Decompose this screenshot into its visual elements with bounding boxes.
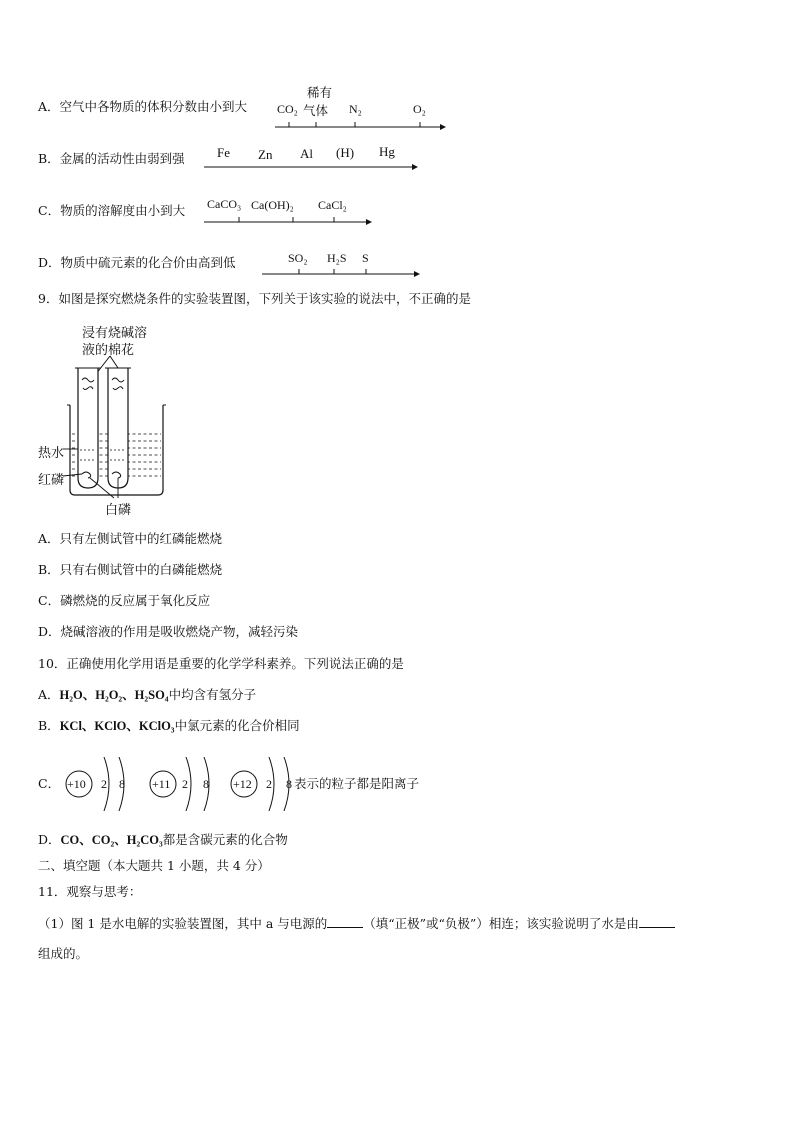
rare-gas-label-2: 气体 [303, 103, 329, 118]
q11-part1-text-b: （填“正极”或“负极”）相连；该实验说明了水是由 [363, 916, 639, 931]
q11-part1-text-a: （1）图 1 是水电解的实验装置图，其中 a 与电源的 [38, 916, 328, 931]
cacl2-label: CaCl₂ [318, 198, 347, 212]
hot-water-label: 热水 [38, 446, 65, 461]
q10-option-b-suffix: 中氯元素的化合价相同 [174, 718, 300, 733]
co2-label: CO₂ [277, 102, 298, 116]
cotton-label-line1: 浸有烧碱溶 [82, 326, 148, 341]
q9-option-a: A．只有左侧试管中的红磷能燃烧 [38, 531, 223, 546]
hg-label: Hg [379, 144, 395, 159]
q8-c-arrow-axis [204, 215, 374, 229]
fe-label: Fe [217, 145, 230, 160]
q8-option-a-text: A．空气中各物质的体积分数由小到大 [38, 99, 248, 114]
q11-stem: 11．观察与思考： [38, 884, 142, 899]
caco3-label: CaCO₃ [207, 197, 242, 211]
q11-part1-continuation: 组成的。 [38, 946, 89, 961]
q10-option-d [38, 832, 288, 848]
o2-label: O₂ [413, 102, 426, 116]
atom-1-nucleus: +10 [67, 777, 86, 791]
white-phosphorus-label: 白磷 [105, 503, 132, 518]
q10-option-b-prefix: B． [38, 718, 60, 733]
h-label: (H) [336, 145, 355, 160]
atom-structure-2 [148, 752, 228, 812]
q10-stem: 10．正确使用化学用语是重要的化学学科素养。下列说法正确的是 [38, 656, 404, 671]
q8-option-d-text: D．物质中硫元素的化合价由高到低 [38, 255, 236, 270]
atom-structure-1 [64, 752, 144, 812]
q10-option-b [38, 718, 300, 734]
so2-label: SO₂ [288, 251, 308, 265]
answer-blank-1[interactable] [327, 915, 363, 928]
q9-option-c: C．磷燃烧的反应属于氧化反应 [38, 593, 211, 608]
q10-option-d-prefix: D． [38, 832, 61, 847]
q10-option-a-formulas: H₂O、H₂O₂、H₂SO₄ [59, 688, 169, 702]
q10-option-d-suffix: 都是含碳元素的化合物 [162, 832, 288, 847]
q8-option-c-text: C．物质的溶解度由小到大 [38, 203, 186, 218]
combustion-apparatus-diagram [30, 350, 170, 510]
q10-option-a-suffix: 中均含有氢分子 [168, 687, 257, 702]
q10-option-c-suffix: 表示的粒子都是阳离子 [294, 776, 420, 791]
zn-label: Zn [258, 147, 273, 162]
atom-3-nucleus: +12 [233, 777, 252, 791]
q10-option-a [38, 687, 256, 703]
n2-label: N₂ [349, 102, 362, 116]
atom-2-shell-1: 2 [182, 777, 188, 791]
atom-1-shell-1: 2 [101, 777, 107, 791]
q10-option-d-formulas: CO、CO₂、H₂CO₃ [60, 833, 163, 847]
q9-option-b: B．只有右侧试管中的白磷能燃烧 [38, 562, 223, 577]
q11-part1 [38, 915, 675, 932]
h2s-label: H₂S [327, 251, 347, 265]
atom-3-shell-1: 2 [266, 777, 272, 791]
section-2-title: 二、填空题（本大题共 1 小题，共 4 分） [38, 858, 270, 873]
q9-option-d: D．烧碱溶液的作用是吸收燃烧产物，减轻污染 [38, 624, 299, 639]
atom-2-nucleus: +11 [152, 777, 171, 791]
q10-option-b-formulas: KCl、KClO、KClO₃ [59, 719, 175, 733]
q8-a-arrow-axis [275, 120, 447, 134]
q10-option-a-prefix: A． [38, 687, 60, 702]
s-label: S [362, 251, 369, 265]
answer-blank-2[interactable] [639, 915, 675, 928]
q8-b-arrow-axis [204, 160, 420, 174]
al-label: Al [300, 146, 313, 161]
q8-option-b-text: B．金属的活动性由弱到强 [38, 151, 185, 166]
atom-1-shell-2: 8 [119, 777, 125, 791]
q8-d-arrow-axis [262, 267, 422, 281]
cotton-label-line2: 液的棉花 [82, 343, 135, 358]
q10-option-c-prefix: C． [38, 776, 61, 791]
red-phosphorus-label: 红磷 [38, 473, 65, 488]
q9-stem: 9．如图是探究燃烧条件的实验装置图，下列关于该实验的说法中，不正确的是 [38, 291, 471, 306]
atom-3-shell-2: 8 [286, 777, 292, 791]
rare-gas-label-1: 稀有 [307, 85, 333, 100]
atom-2-shell-2: 8 [203, 777, 209, 791]
caoh2-label: Ca(OH)₂ [251, 198, 294, 212]
